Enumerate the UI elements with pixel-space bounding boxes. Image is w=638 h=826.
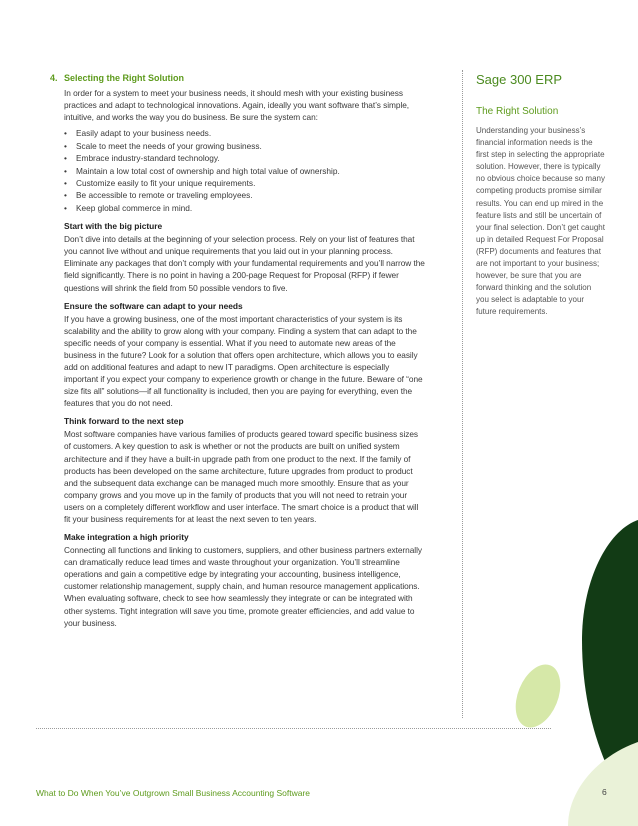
brand-name: Sage 300 ERP xyxy=(476,72,563,87)
main-content xyxy=(50,72,425,633)
section-title xyxy=(50,72,425,84)
bullet-icon: • xyxy=(64,140,67,151)
subsection-heading: Start with the big picture xyxy=(64,221,163,232)
section-body xyxy=(64,87,425,629)
vertical-divider xyxy=(462,70,463,718)
bullet-icon: • xyxy=(64,202,67,213)
list-item: • Scale to meet the needs of your growing business. xyxy=(64,140,262,151)
subsection-heading: Think forward to the next step xyxy=(64,416,184,427)
section-title-text: Selecting the Right Solution xyxy=(64,73,184,83)
sidebar xyxy=(476,72,606,319)
subsection-text: If you have a growing business, one of the most important characteristics of your system is its scalability and the ability to grow along with your company. Finding a system that can adapt to the specific needs of your company is essential. What if you need to automate new areas of the business in the future? Look for a solution that offers open architecture, which allows you to easily add on additional features and adapt to new IT paradigms. Open architecture is especially important if you expect your company to experience growth or change in the future. Beware of “one size fits all” solutions—if all functionality is included, then you are paying for everything, even the features that you do not need. xyxy=(64,313,423,409)
list-item: • Easily adapt to your business needs. xyxy=(64,128,212,139)
section-number: 4. xyxy=(50,73,58,83)
subsection-heading: Ensure the software can adapt to your needs xyxy=(64,300,243,311)
sidebar-text: Understanding your business’s financial information needs is the first step in selecting the appropriate solution. However, there is typically no obvious choice because so many competing products promise similar results. You can end up mired in the feature lists and still be uncertain of your final selection. Don’t get caught up in detailed Request For Proposal (RFP) documents and features that are not important to your business; however, be sure that you are forward thinking and the solution you select is adaptable to your future requirements. xyxy=(476,126,605,317)
list-item: • Be accessible to remote or traveling employees. xyxy=(64,190,253,201)
horizontal-divider xyxy=(36,728,551,729)
bullet-icon: • xyxy=(64,165,67,176)
decorative-leaf-graphic xyxy=(470,520,638,826)
bullet-icon: • xyxy=(64,128,67,139)
section-intro: In order for a system to meet your business needs, it should mesh with your existing business practices and adapt to technological innovations. Again, ideally you want software that’s simple, intuitive, and works the way you do business. Be sure the system can: xyxy=(64,88,410,123)
subsection-text: Most software companies have various families of products geared toward specific business sizes of customers. A key question to ask is whether or not the products are built on unified system architecture and if they have a built-in upgrade path from one product to the next. If the family of products has been developed on the same architecture, future upgrades from product to product and the subsequent data exchange can be managed much more smoothly. Ensure that as your company grows and you move up in the family of products that you will not need to retrain your users on a completely different workflow and user interface. The smart choice is a product that will fit your business requirements for at least the next seven to ten years. xyxy=(64,429,419,524)
light-green-leaf-shape xyxy=(507,658,569,734)
footer-title: What to Do When You’ve Outgrown Small Business Accounting Software xyxy=(36,788,311,798)
page-number: 6 xyxy=(602,787,607,797)
list-item: • Maintain a low total cost of ownership and high total value of ownership. xyxy=(64,165,340,176)
bullet-icon: • xyxy=(64,190,67,201)
subsection-heading: Make integration a high priority xyxy=(64,532,189,543)
bullet-icon: • xyxy=(64,153,67,164)
subsection-text: Connecting all functions and linking to customers, suppliers, and other business partners externally can dramatically reduce lead times and waste throughout your organization. You’ll streamline operations and gain a competitive edge by integrating your accounting, business intelligence, customer relationship management, supply chain, and human resource management applications. When evaluating software, check to see how seamlessly they integrate or can be integrated with other systems. Tight integration will save you time, promote greater efficiencies, and add value to your business. xyxy=(64,545,422,628)
subsection-text: Don’t dive into details at the beginning of your selection process. Rely on your list of features that you cannot live without and unique requirements that you laid out in your planning process. Eliminate any packages that don’t comply with your fundamental requirements and you’ll narrow the field significantly. There is no point in having a 200-page Request for Proposal (RFP) if fewer questions will shrink the field from 50 possible vendors to five. xyxy=(64,234,425,293)
sidebar-title: The Right Solution xyxy=(476,106,559,117)
bullet-icon: • xyxy=(64,177,67,188)
requirements-list xyxy=(64,127,425,214)
list-item: • Keep global commerce in mind. xyxy=(64,202,193,213)
list-item: • Customize easily to fit your unique requirements. xyxy=(64,177,256,188)
list-item: • Embrace industry-standard technology. xyxy=(64,153,220,164)
